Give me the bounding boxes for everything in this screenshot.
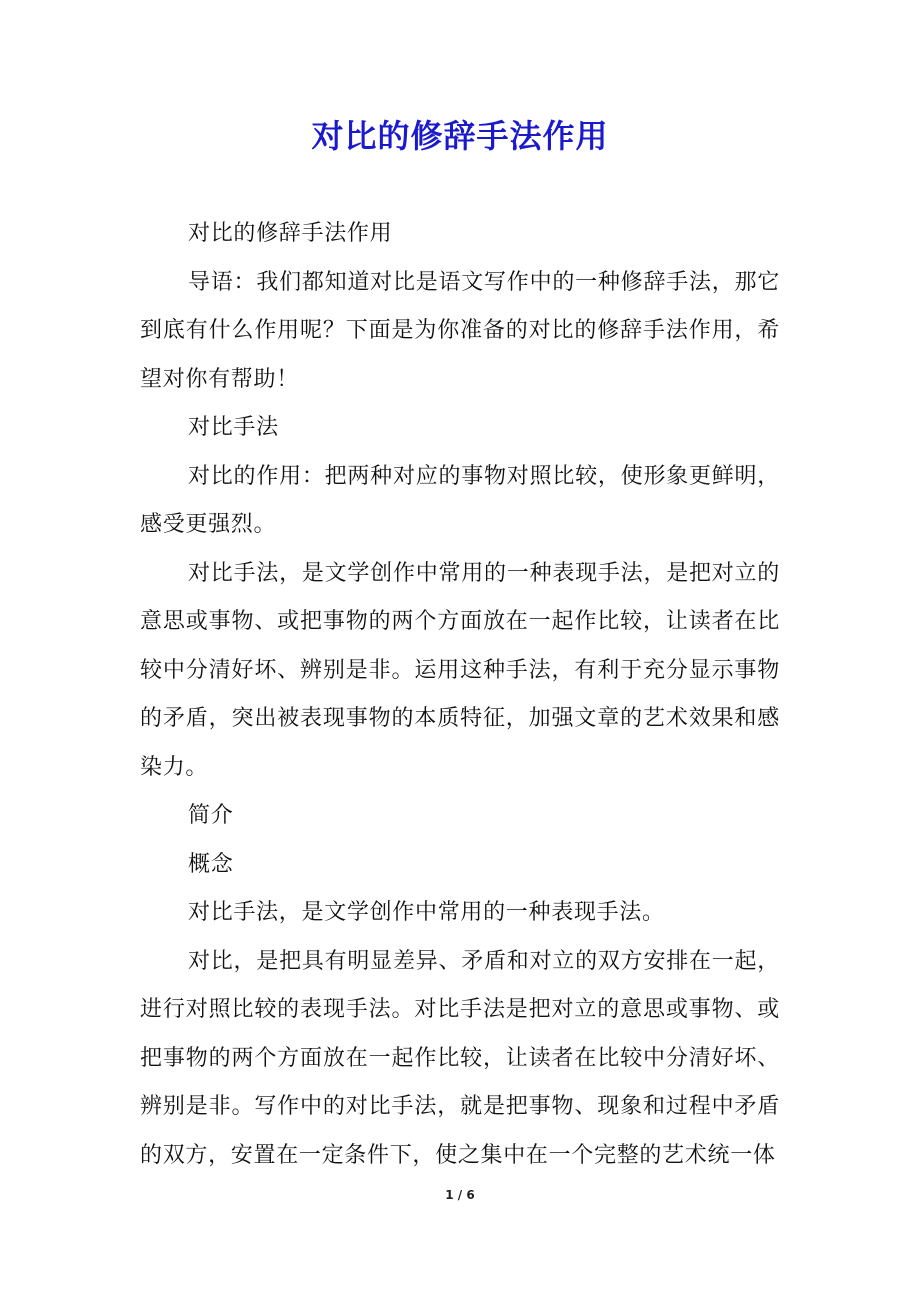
paragraph-section-contrast: 对比手法 — [188, 415, 279, 440]
paragraph-concept-detail: 对比，是把具有明显差异、矛盾和对立的双方安排在一起，进行对照比较的表现手法。对比手法是把对立的意思或事物、或把事物的两个方面放在一起作比较，让读者在比较中分清好坏、辨别是非。写作中的对比手法，就是把事物、现象和过程中矛盾的双方，安置在一定条件下，使之集中在一个完整的艺术统一体 — [140, 948, 780, 1168]
document-title: 对比的修辞手法作用 — [311, 117, 609, 155]
paragraph-concept-summary: 对比手法，是文学创作中常用的一种表现手法。 — [188, 900, 665, 925]
paragraph-heading: 对比的修辞手法作用 — [188, 221, 393, 246]
page-number: 1 / 6 — [445, 1188, 475, 1202]
paragraph-description: 对比手法，是文学创作中常用的一种表现手法，是把对立的意思或事物、或把事物的两个方面放在一起作比较，让读者在比较中分清好坏、辨别是非。运用这种手法，有利于充分显示事物的矛盾，突出被表现事物的本质特征，加强文章的艺术效果和感染力。 — [140, 560, 780, 780]
paragraph-section-intro: 简介 — [188, 803, 234, 828]
paragraph-effect: 对比的作用：把两种对应的事物对照比较，使形象更鲜明，感受更强烈。 — [140, 463, 780, 537]
document-body — [140, 210, 780, 1180]
paragraph-section-concept: 概念 — [188, 851, 234, 877]
paragraph-intro: 导语：我们都知道对比是语文写作中的一种修辞手法，那它到底有什么作用呢？下面是为你准备的对比的修辞手法作用，希望对你有帮助！ — [140, 269, 780, 392]
